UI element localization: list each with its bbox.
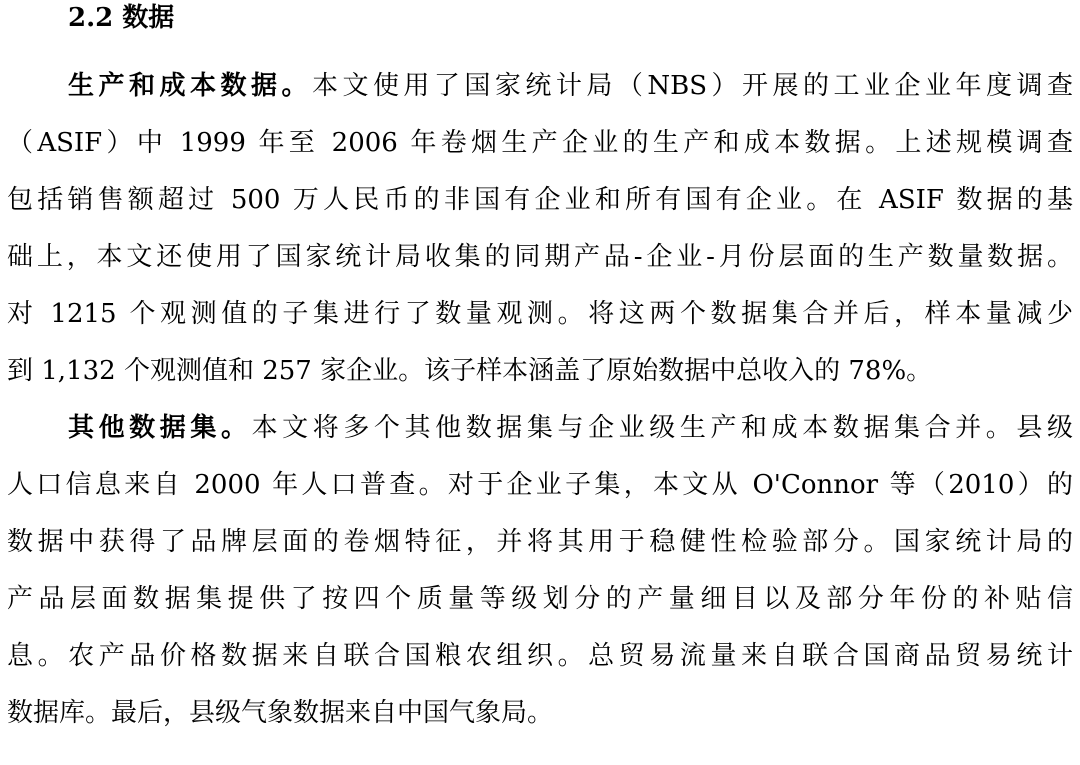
paragraph-line: （ASIF）中 1999 年至 2006 年卷烟生产企业的生产和成本数据。上述规模调查 (7, 128, 1073, 158)
paragraph-line: 息。农产品价格数据来自联合国粮农组织。总贸易流量来自联合国商品贸易统计 (7, 641, 1073, 671)
paragraph-line: 础上，本文还使用了国家统计局收集的同期产品-企业-月份层面的生产数量数据。 (7, 242, 1073, 272)
paragraph-lead: 其他数据集。 (68, 413, 252, 443)
paragraph-line: 数据中获得了品牌层面的卷烟特征，并将其用于稳健性检验部分。国家统计局的 (7, 527, 1073, 557)
section-heading: 2.2 数据 (68, 3, 175, 33)
paragraph-line: 到 1,132 个观测值和 257 家企业。该子样本涵盖了原始数据中总收入的 78%。 (7, 356, 933, 386)
paragraph-line (68, 68, 1073, 104)
paragraph-line: 对 1215 个观测值的子集进行了数量观测。将这两个数据集合并后，样本量减少 (7, 299, 1073, 329)
paragraph-line: 包括销售额超过 500 万人民币的非国有企业和所有国有企业。在 ASIF 数据的基 (7, 185, 1073, 215)
paragraph-text: 本文将多个其他数据集与企业级生产和成本数据集合并。县级 (251, 413, 1073, 443)
paragraph-line: 人口信息来自 2000 年人口普查。对于企业子集，本文从 O'Connor 等（2010）的 (7, 470, 1073, 500)
paragraph-text: 本文使用了国家统计局（NBS）开展的工业企业年度调查 (311, 71, 1073, 101)
paragraph-line: 产品层面数据集提供了按四个质量等级划分的产量细目以及部分年份的补贴信 (7, 584, 1073, 614)
paragraph-line: 数据库。最后，县级气象数据来自中国气象局。 (7, 698, 554, 728)
paragraph-lead: 生产和成本数据。 (68, 71, 312, 101)
paragraph-line (68, 410, 1073, 446)
